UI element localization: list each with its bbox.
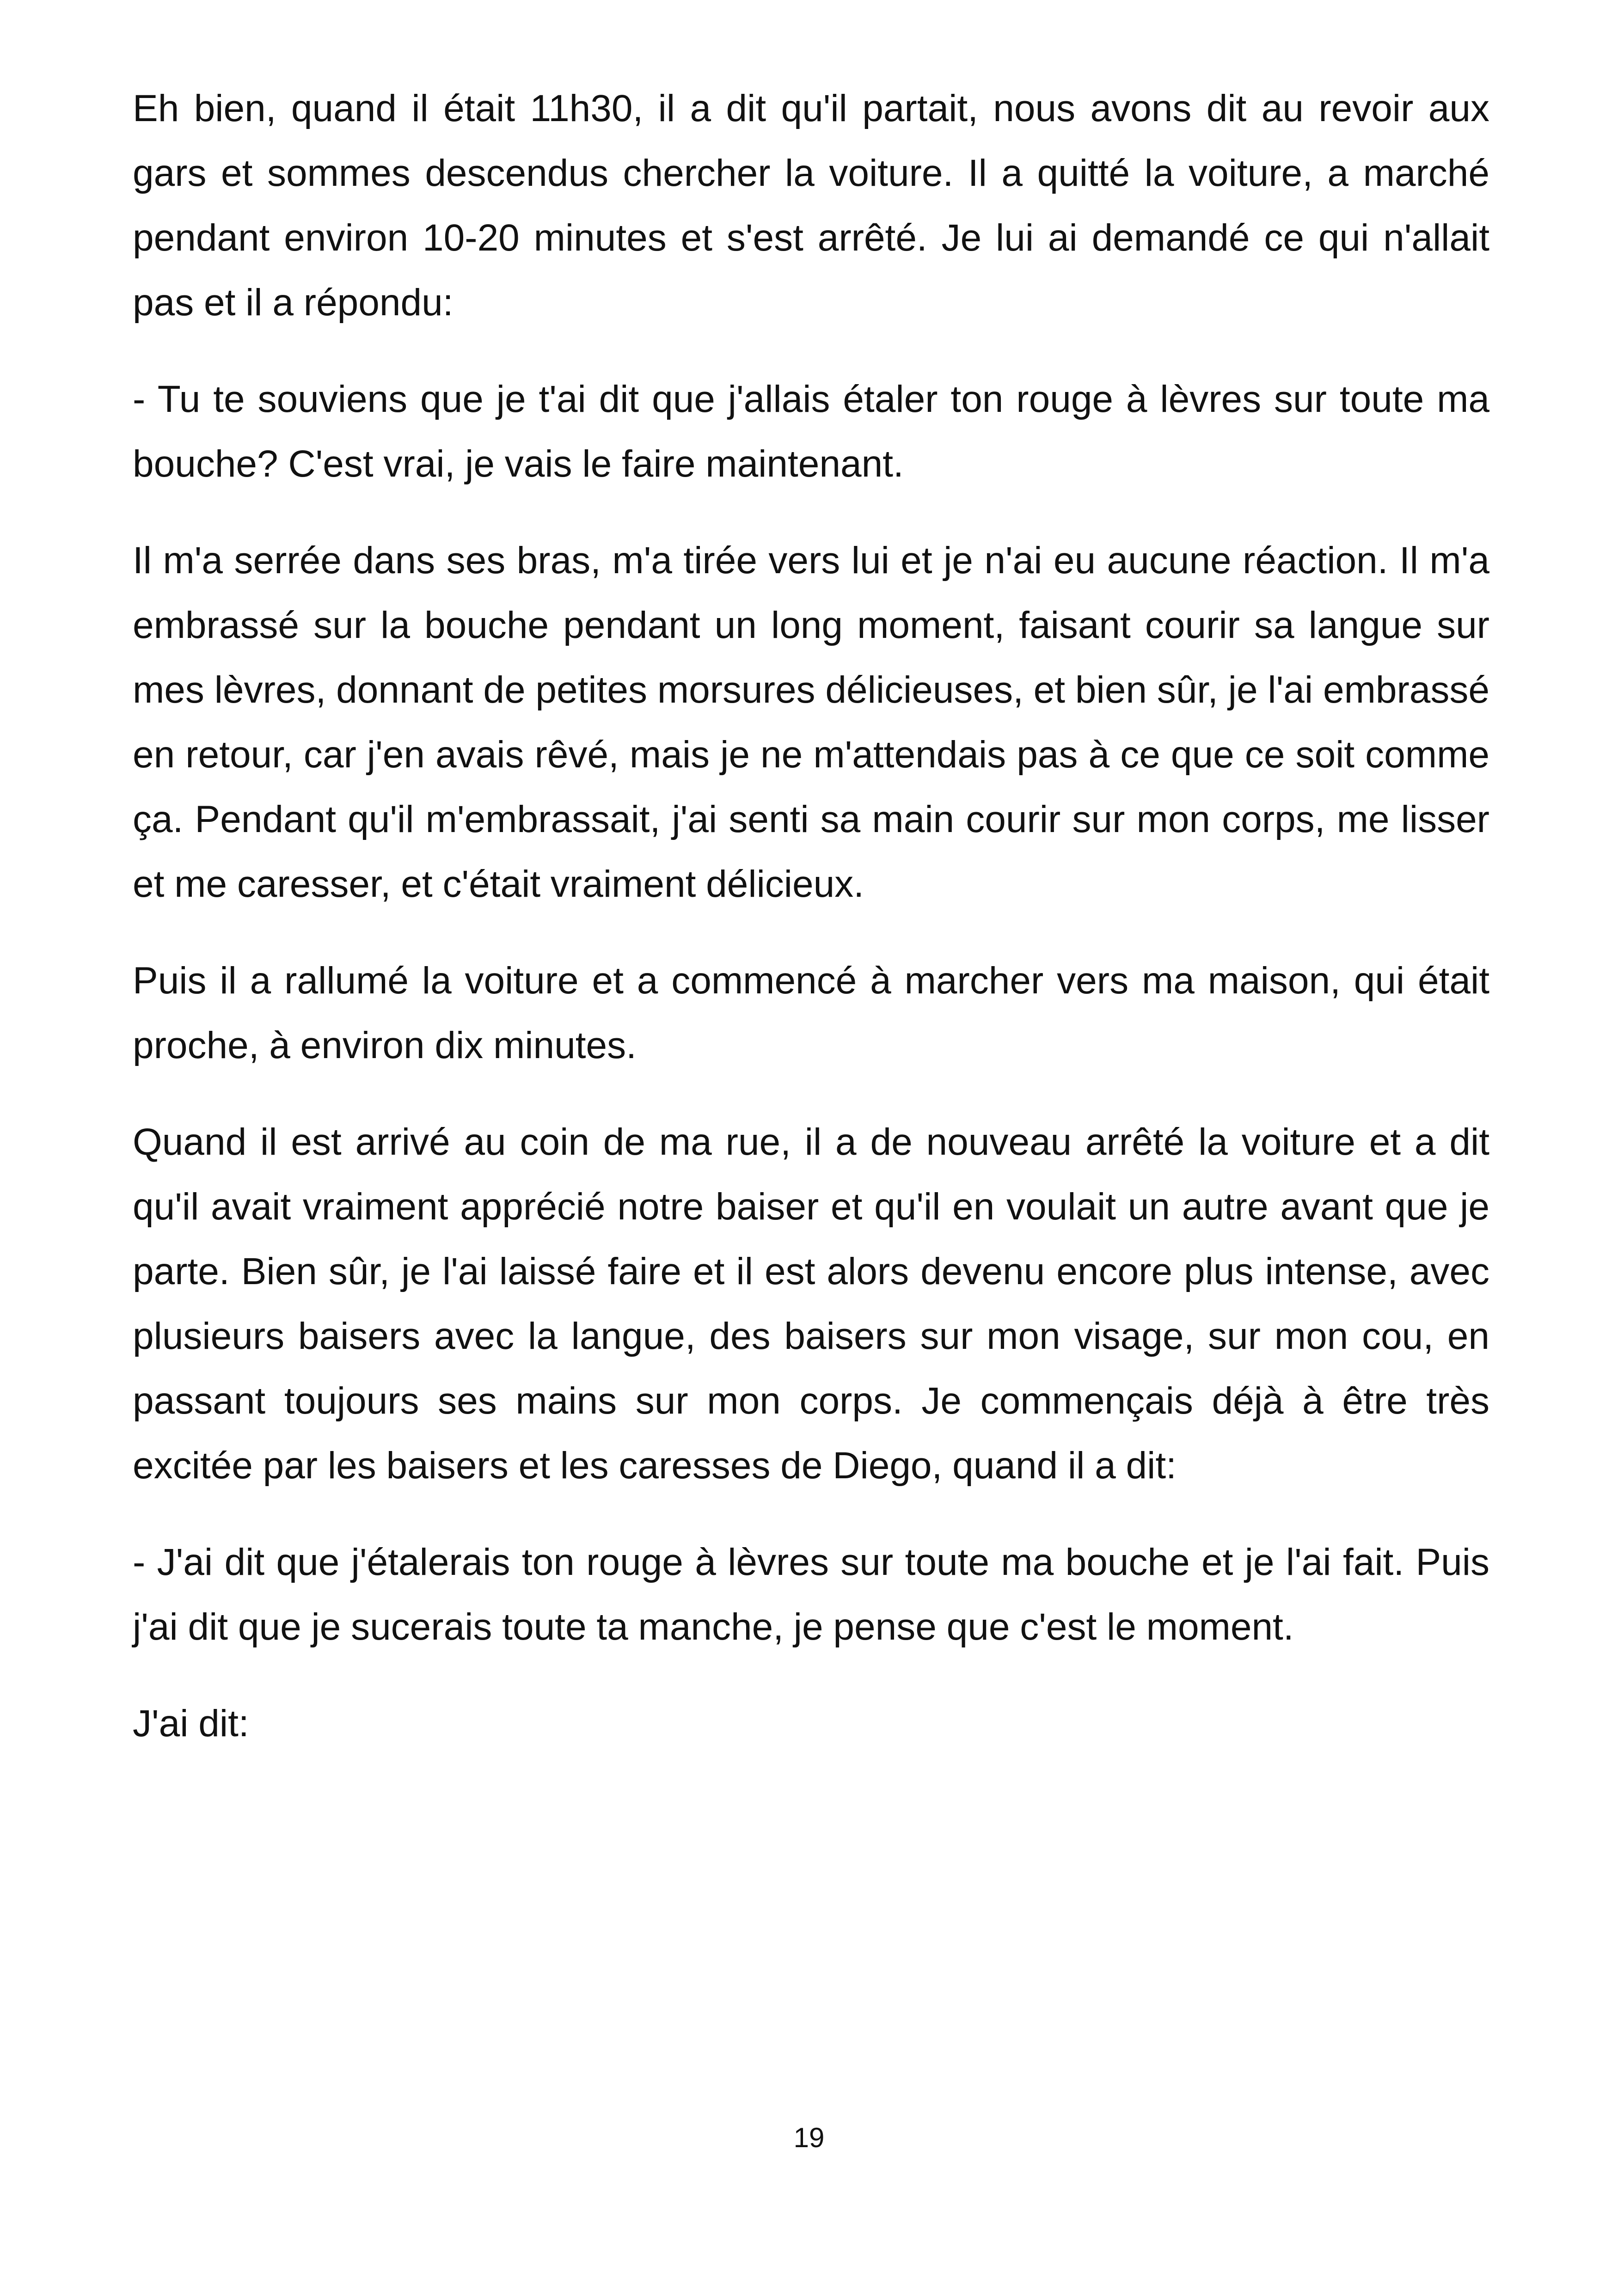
paragraph-3: Il m'a serrée dans ses bras, m'a tirée vers lui et je n'ai eu aucune réaction. Il m'a embrassé sur la bouche pendant un long moment, faisant courir sa langue sur mes lèvres, donnant de petites morsures délicieuses, et bien sûr, je l'ai embrassé en retour, car j'en avais rêvé, mais je ne m'attendais pas à ce que ce soit comme ça. Pendant qu'il m'embrassait, j'ai senti sa main courir sur mon corps, me lisser et me caresser, et c'était vraiment délicieux. xyxy=(133,539,1489,905)
paragraph-6: - J'ai dit que j'étalerais ton rouge à lèvres sur toute ma bouche et je l'ai fait. Puis j'ai dit que je sucerais toute ta manche, je pense que c'est le moment. xyxy=(133,1541,1489,1648)
paragraph-2: - Tu te souviens que je t'ai dit que j'allais étaler ton rouge à lèvres sur toute ma bouche? C'est vrai, je vais le faire maintenant. xyxy=(133,378,1489,485)
paragraph-1: Eh bien, quand il était 11h30, il a dit qu'il partait, nous avons dit au revoir aux gars et sommes descendus chercher la voiture. Il a quitté la voiture, a marché pendant environ 10-20 minutes et s'est arrêté. Je lui ai demandé ce qui n'allait pas et il a répondu: xyxy=(133,87,1489,324)
paragraph-5: Quand il est arrivé au coin de ma rue, il a de nouveau arrêté la voiture et a dit qu'il avait vraiment apprécié notre baiser et qu'il en voulait un autre avant que je parte. Bien sûr, je l'ai laissé faire et il est alors devenu encore plus intense, avec plusieurs baisers avec la langue, des baisers sur mon visage, sur mon cou, en passant toujours ses mains sur mon corps. Je commençais déjà à être très excitée par les baisers et les caresses de Diego, quand il a dit: xyxy=(133,1121,1489,1487)
page-number: 19 xyxy=(793,2122,825,2153)
body-text xyxy=(133,76,1489,1788)
paragraph-4: Puis il a rallumé la voiture et a commencé à marcher vers ma maison, qui était proche, à environ dix minutes. xyxy=(133,960,1489,1066)
paragraph-7: J'ai dit: xyxy=(133,1702,249,1745)
